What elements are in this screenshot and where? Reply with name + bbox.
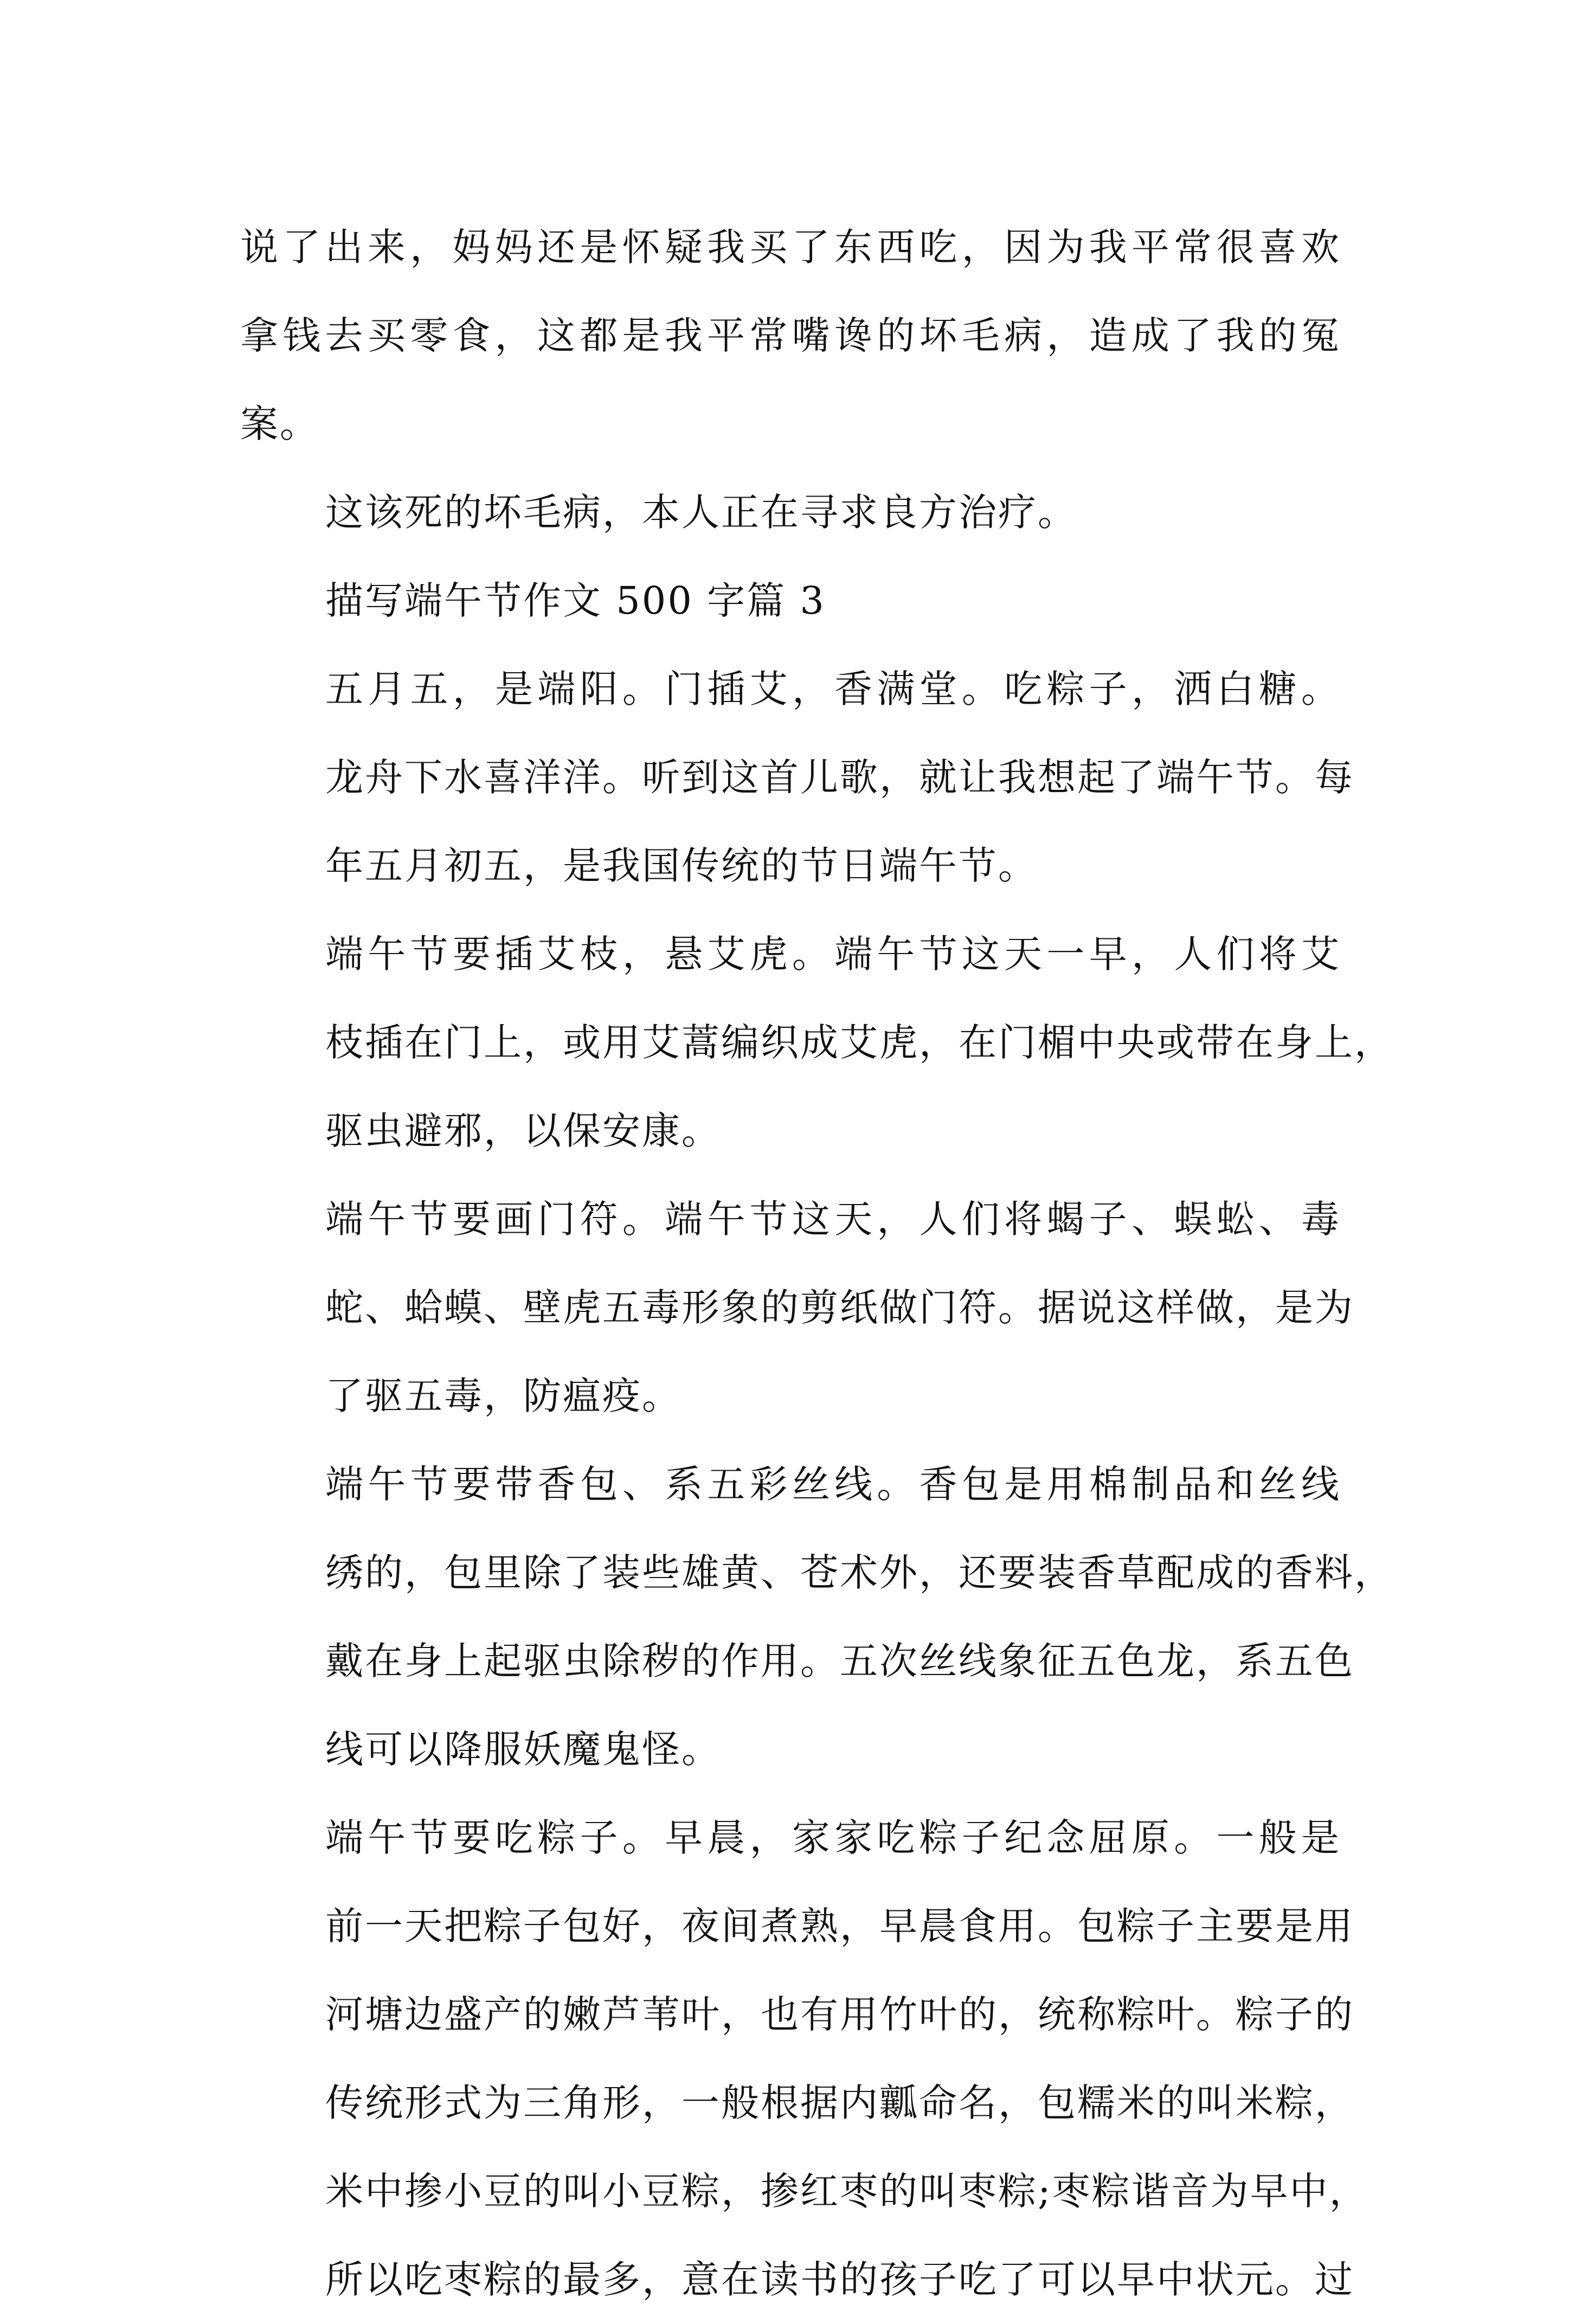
paragraph xyxy=(240,468,1341,557)
text-line: 案。 xyxy=(240,402,319,446)
text-line: 龙舟下水喜洋洋。听到这首儿歌，就让我想起了端午节。每 xyxy=(325,755,1354,800)
text-line: 说了出来，妈妈还是怀疑我买了东西吃，因为我平常很喜欢 xyxy=(240,225,1341,269)
text-line: 传统形式为三角形，一般根据内瓤命名，包糯米的叫米粽， xyxy=(325,2081,1354,2125)
text-line: 河塘边盛产的嫩芦苇叶，也有用竹叶的，统称粽叶。粽子的 xyxy=(325,1992,1354,2037)
text-line: 这该死的坏毛病，本人正在寻求良方治疗。 xyxy=(325,490,1077,535)
text-line: 了驱五毒，防瘟疫。 xyxy=(325,1374,681,1418)
document-body xyxy=(240,203,1394,2324)
text-line: 端午节要吃粽子。早晨，家家吃粽子纪念屈原。一般是 xyxy=(325,1816,1341,1860)
text-line: 驱虫避邪，以保安康。 xyxy=(325,1109,721,1153)
paragraph xyxy=(240,557,1341,645)
text-line: 拿钱去买零食，这都是我平常嘴谗的坏毛病，造成了我的冤 xyxy=(240,313,1341,358)
paragraph xyxy=(240,1175,1354,1440)
text-line: 戴在身上起驱虫除秽的作用。五次丝线象征五色龙，系五色 xyxy=(325,1639,1354,1683)
text-line: 年五月初五，是我国传统的节日端午节。 xyxy=(325,844,1038,888)
text-line: 五月五，是端阳。门插艾，香满堂。吃粽子，洒白糖。 xyxy=(325,667,1341,711)
text-line: 蛇、蛤蟆、壁虎五毒形象的剪纸做门符。据说这样做，是为 xyxy=(325,1285,1354,1330)
text-line: 米中掺小豆的叫小豆粽，掺红枣的叫枣粽;枣粽谐音为早中， xyxy=(325,2169,1369,2213)
paragraph xyxy=(240,910,1394,1175)
text-line: 端午节要画门符。端午节这天，人们将蝎子、蜈蚣、毒 xyxy=(325,1197,1341,1241)
paragraph xyxy=(240,203,1341,468)
text-line: 前一天把粽子包好，夜间煮熟，早晨食用。包粽子主要是用 xyxy=(325,1904,1354,1948)
text-line: 线可以降服妖魔鬼怪。 xyxy=(325,1727,721,1772)
text-line: 枝插在门上，或用艾蒿编织成艾虎，在门楣中央或带在身上， xyxy=(325,1020,1394,1065)
text-line: 绣的，包里除了装些雄黄、苍术外，还要装香草配成的香料， xyxy=(325,1550,1394,1595)
paragraph xyxy=(240,1794,1369,2324)
text-line: 端午节要插艾枝，悬艾虎。端午节这天一早，人们将艾 xyxy=(325,932,1341,976)
text-line: 描写端午节作文 500 字篇 3 xyxy=(325,578,826,623)
paragraph xyxy=(240,1440,1394,1794)
paragraph xyxy=(240,645,1354,910)
text-line: 所以吃枣粽的最多，意在读书的孩子吃了可以早中状元。过 xyxy=(325,2257,1354,2302)
text-line: 端午节要带香包、系五彩丝线。香包是用棉制品和丝线 xyxy=(325,1462,1341,1507)
